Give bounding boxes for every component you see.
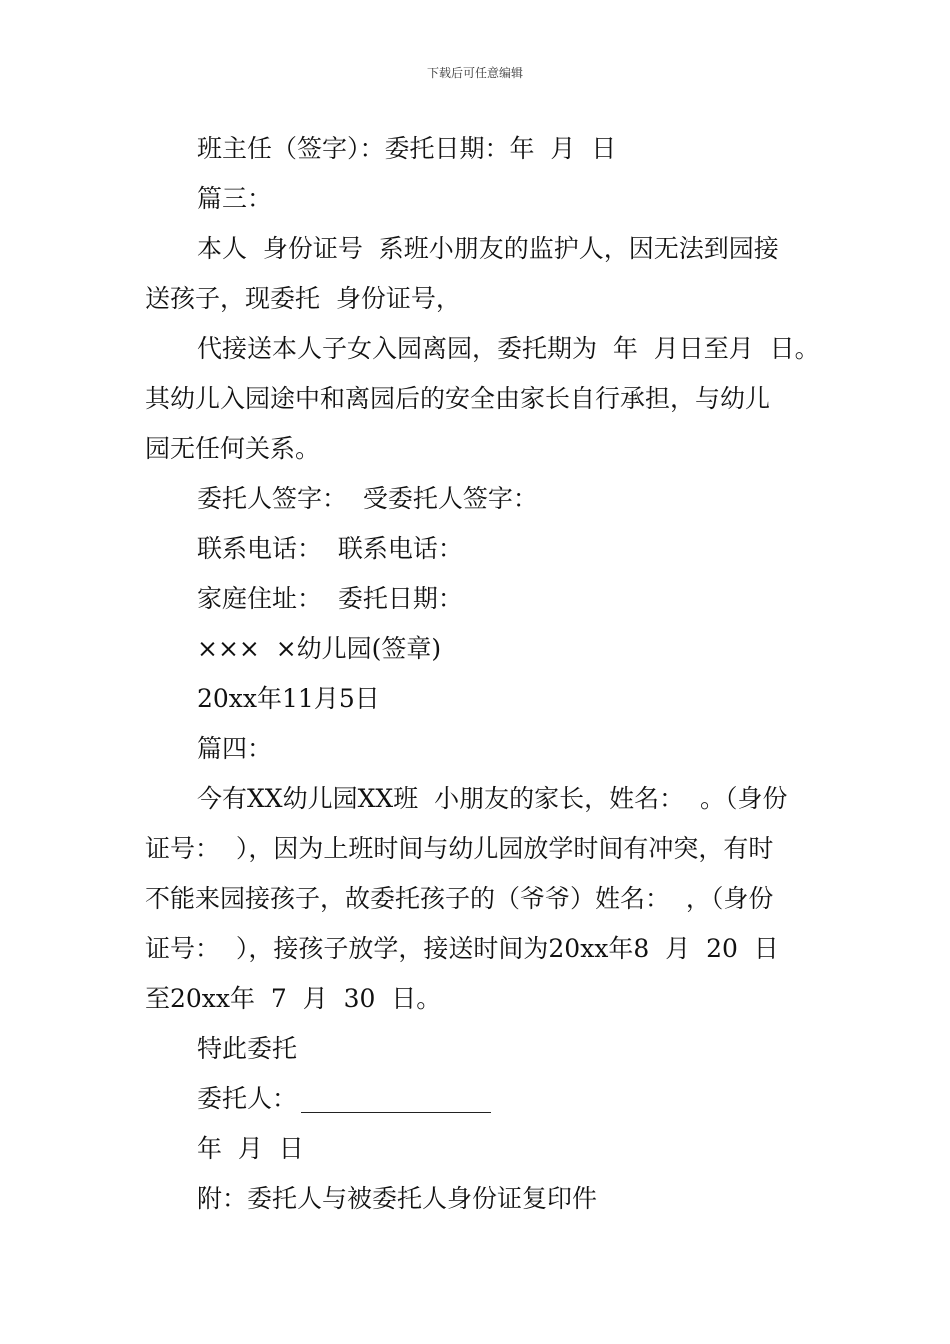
section-heading: 篇四： [197,734,273,763]
paragraph-line: 其幼儿入园途中和离园后的安全由家长自行承担，与幼儿 [145,384,771,413]
date-line: 年 月 日 [197,1134,304,1163]
closing-line: 特此委托 [197,1034,298,1063]
paragraph-line: 班主任（签字）：委托日期：年 月 日 [197,134,617,163]
paragraph-line: 本人 身份证号 系班小朋友的监护人，因无法到园接 [197,234,779,263]
signature-blank [301,1084,491,1113]
paragraph-line: 代接送本人子女入园离园，委托期为 年 月日至月 日。 [197,334,820,363]
phone-line: 联系电话： 联系电话： [197,534,463,563]
delegator-line [145,1074,815,1124]
paragraph-line: 今有XX幼儿园XX班 小朋友的家长，姓名： 。（身份 [197,784,788,813]
paragraph-line: 至20xx年 7 月 30 日。 [145,984,442,1013]
delegator-label: 委托人： [197,1084,298,1113]
stamp-line: ××× ×幼儿园(签章) [197,634,442,663]
date-line: 20xx年11月5日 [197,684,380,713]
attachment-line: 附：委托人与被委托人身份证复印件 [197,1184,598,1213]
paragraph-line: 证号： ），因为上班时间与幼儿园放学时间有冲突，有时 [145,834,774,863]
paragraph-line: 不能来园接孩子，故委托孩子的（爷爷）姓名： ，（身份 [145,884,774,913]
document-body [145,124,820,1224]
section-heading: 篇三： [197,184,273,213]
page-header: 下载后可任意编辑 [426,66,523,80]
signature-line: 委托人签字： 受委托人签字： [197,484,538,513]
paragraph-line: 送孩子，现委托 身份证号， [145,284,461,313]
paragraph-line: 证号： ），接孩子放学，接送时间为20xx年8 月 20 日 [145,934,779,963]
address-line: 家庭住址： 委托日期： [197,584,463,613]
paragraph-line: 园无任何关系。 [145,434,321,463]
